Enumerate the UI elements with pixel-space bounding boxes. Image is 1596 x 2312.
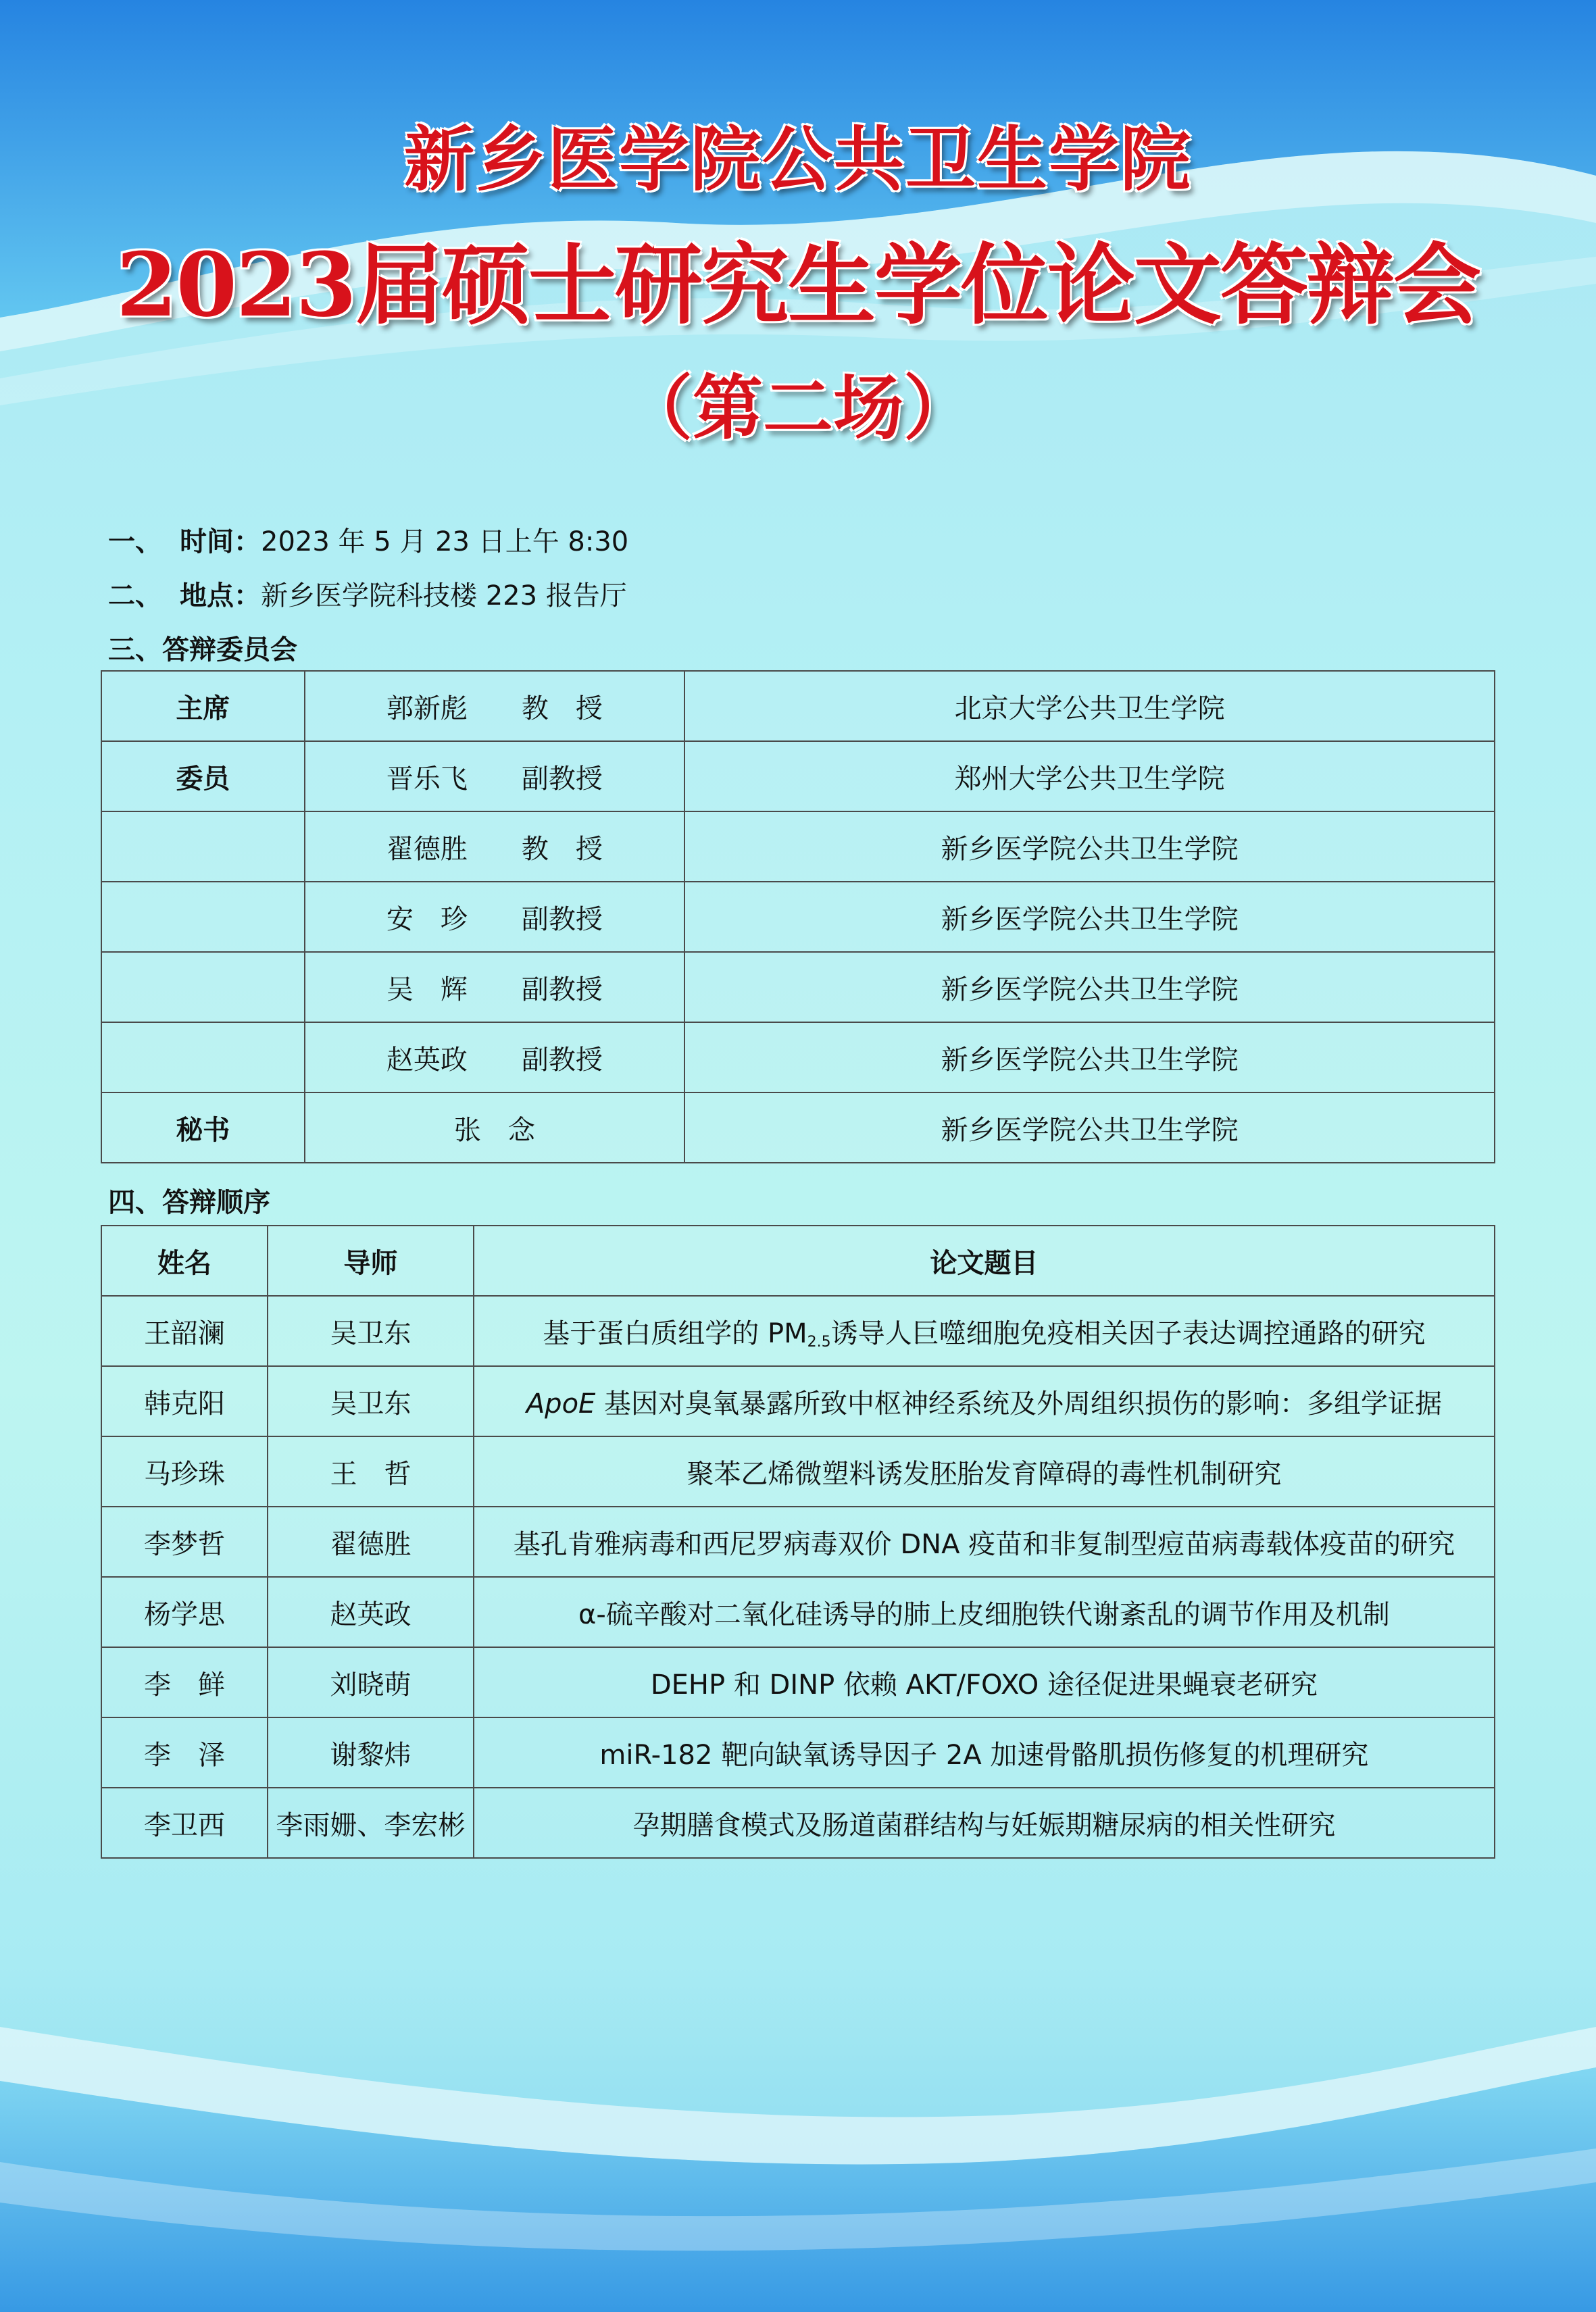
- thesis-title: [474, 1788, 1495, 1858]
- table-row: [101, 882, 1495, 952]
- thesis-text: 聚苯乙烯微塑料诱发胚胎发育障碍的毒性机制研究: [687, 1458, 1282, 1490]
- student-name: 马珍珠: [101, 1436, 268, 1507]
- member-role: 秘书: [101, 1092, 305, 1163]
- thesis-title: [474, 1577, 1495, 1647]
- member-name-cell: [305, 882, 685, 952]
- member-name: 赵英政: [386, 1044, 468, 1076]
- member-role: [101, 882, 305, 952]
- table-row: [101, 1717, 1495, 1788]
- student-name: 杨学思: [101, 1577, 268, 1647]
- member-name: 郭新彪: [386, 693, 468, 724]
- table-row: [101, 1436, 1495, 1507]
- member-name-cell: [305, 952, 685, 1022]
- time-label: 时间：: [180, 526, 261, 557]
- table-row: [101, 671, 1495, 741]
- thesis-text: 孕期膳食模式及肠道菌群结构与妊娠期糖尿病的相关性研究: [632, 1809, 1336, 1841]
- header-advisor: 导师: [268, 1226, 474, 1296]
- info-place: [108, 574, 627, 613]
- member-title: 教 授: [521, 693, 603, 724]
- title-line-1: 新乡医学院公共卫生学院: [403, 118, 1192, 201]
- student-name: 王韶澜: [101, 1296, 268, 1366]
- info-time: [108, 520, 628, 559]
- table-row: [101, 1296, 1495, 1366]
- member-name-cell: [305, 1022, 685, 1092]
- member-name: 安 珍: [386, 903, 468, 935]
- student-name: 李 鲜: [101, 1647, 268, 1717]
- table-row: [101, 811, 1495, 882]
- thesis-text: miR-182 靶向缺氧诱导因子 2A 加速骨骼肌损伤修复的机理研究: [599, 1739, 1369, 1771]
- table-header-row: [101, 1226, 1495, 1296]
- member-role: 委员: [101, 741, 305, 811]
- member-role: [101, 1022, 305, 1092]
- table-row: [101, 1647, 1495, 1717]
- member-name: 翟德胜: [386, 833, 468, 865]
- table-row: [101, 1366, 1495, 1436]
- member-name-cell: [305, 741, 685, 811]
- advisor-name: 吴卫东: [268, 1296, 474, 1366]
- thesis-title: [474, 1717, 1495, 1788]
- thesis-text-pre: 基于蛋白质组学的 PM: [543, 1317, 807, 1349]
- advisor-name: 赵英政: [268, 1577, 474, 1647]
- advisor-name: 刘晓萌: [268, 1647, 474, 1717]
- defense-order-table: [101, 1225, 1495, 1859]
- header-thesis: 论文题目: [474, 1226, 1495, 1296]
- student-name: 李 泽: [101, 1717, 268, 1788]
- time-number: 一、: [108, 526, 162, 557]
- advisor-name: 王 哲: [268, 1436, 474, 1507]
- member-name: 晋乐飞: [386, 763, 468, 795]
- member-org: 郑州大学公共卫生学院: [684, 741, 1495, 811]
- thesis-text: α-硫辛酸对二氧化硅诱导的肺上皮细胞铁代谢紊乱的调节作用及机制: [578, 1599, 1390, 1630]
- thesis-title: [474, 1296, 1495, 1366]
- advisor-name: 翟德胜: [268, 1507, 474, 1577]
- table-row: [101, 1577, 1495, 1647]
- title-line-2: 2023届硕士研究生学位论文答辩会: [116, 233, 1480, 336]
- thesis-text: DEHP 和 DINP 依赖 AKT/FOXO 途径促进果蝇衰老研究: [650, 1669, 1318, 1701]
- place-number: 二、: [108, 580, 162, 611]
- table-row: [101, 1022, 1495, 1092]
- thesis-title: [474, 1436, 1495, 1507]
- member-title: 副教授: [521, 763, 603, 795]
- student-name: 韩克阳: [101, 1366, 268, 1436]
- title-line-3: （第二场）: [622, 366, 974, 449]
- thesis-text-post: 诱导人巨噬细胞免疫相关因子表达调控通路的研究: [830, 1317, 1426, 1349]
- thesis-title: [474, 1366, 1495, 1436]
- header-name: 姓名: [101, 1226, 268, 1296]
- table-row: [101, 952, 1495, 1022]
- member-title: 副教授: [521, 974, 603, 1005]
- committee-table: [101, 670, 1495, 1163]
- thesis-text: 基因对臭氧暴露所致中枢神经系统及外周组织损伤的影响：多组学证据: [595, 1388, 1443, 1419]
- member-name-cell: [305, 1092, 685, 1163]
- thesis-gene-italic: ApoE: [526, 1388, 596, 1419]
- student-name: 李梦哲: [101, 1507, 268, 1577]
- table-row: [101, 741, 1495, 811]
- student-name: 李卫西: [101, 1788, 268, 1858]
- member-role: [101, 952, 305, 1022]
- committee-heading: 三、答辩委员会: [108, 634, 297, 665]
- member-title: 教 授: [521, 833, 603, 865]
- member-org: 北京大学公共卫生学院: [684, 671, 1495, 741]
- member-org: 新乡医学院公共卫生学院: [684, 811, 1495, 882]
- member-name-cell: [305, 671, 685, 741]
- advisor-name: 谢黎炜: [268, 1717, 474, 1788]
- advisor-name: 李雨姗、李宏彬: [268, 1788, 474, 1858]
- member-title: 副教授: [521, 903, 603, 935]
- thesis-text: 基孔肯雅病毒和西尼罗病毒双价 DNA 疫苗和非复制型痘苗病毒载体疫苗的研究: [513, 1528, 1455, 1560]
- member-org: 新乡医学院公共卫生学院: [684, 952, 1495, 1022]
- member-name: 张 念: [453, 1114, 535, 1146]
- place-value: 新乡医学院科技楼 223 报告厅: [261, 580, 627, 611]
- order-heading: 四、答辩顺序: [108, 1187, 270, 1218]
- thesis-title: [474, 1507, 1495, 1577]
- advisor-name: 吴卫东: [268, 1366, 474, 1436]
- place-label: 地点：: [180, 580, 261, 611]
- time-value: 2023 年 5 月 23 日上午 8:30: [261, 526, 629, 557]
- member-role: [101, 811, 305, 882]
- member-name: 吴 辉: [386, 974, 468, 1005]
- member-org: 新乡医学院公共卫生学院: [684, 1092, 1495, 1163]
- thesis-subscript: 2.5: [807, 1333, 831, 1351]
- table-row: [101, 1092, 1495, 1163]
- thesis-title: [474, 1647, 1495, 1717]
- table-row: [101, 1788, 1495, 1858]
- member-title: 副教授: [521, 1044, 603, 1076]
- member-name-cell: [305, 811, 685, 882]
- member-org: 新乡医学院公共卫生学院: [684, 882, 1495, 952]
- member-role: 主席: [101, 671, 305, 741]
- member-org: 新乡医学院公共卫生学院: [684, 1022, 1495, 1092]
- table-row: [101, 1507, 1495, 1577]
